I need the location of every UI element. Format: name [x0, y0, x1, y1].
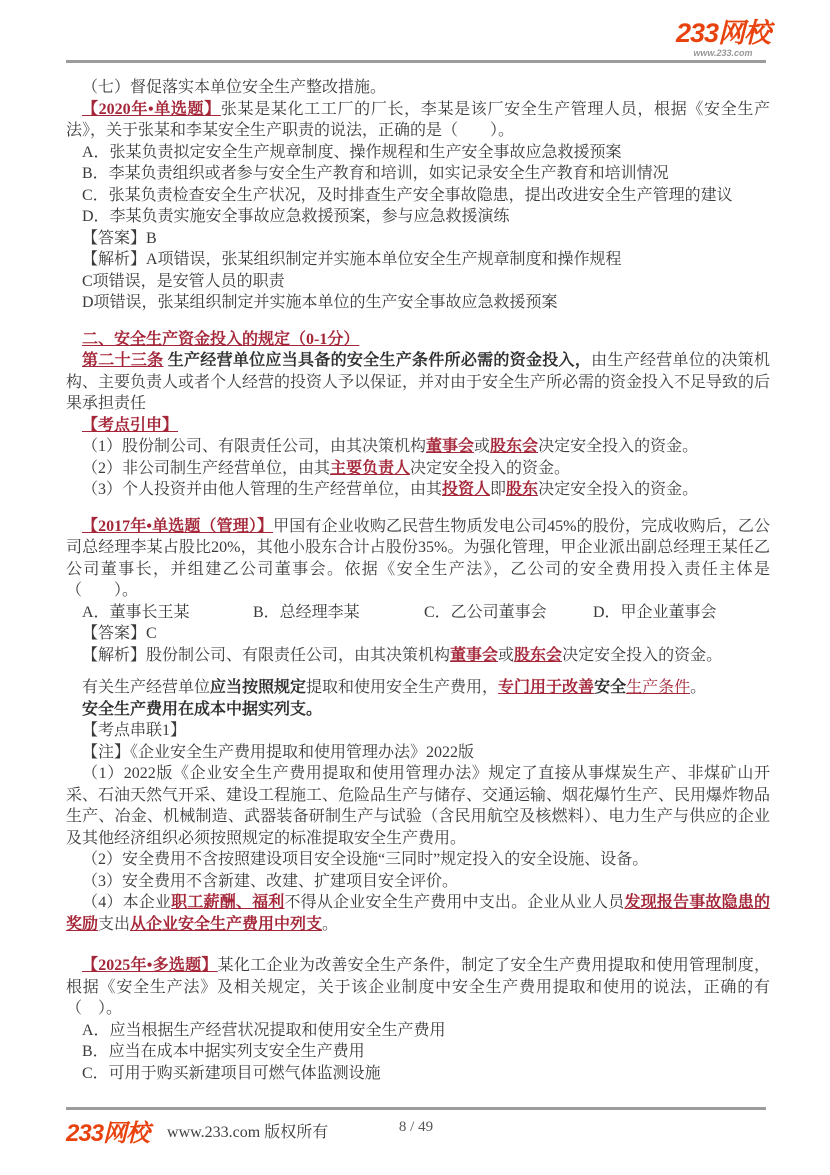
- footer-divider: [66, 1107, 766, 1110]
- text-segment: （2）非公司制生产经营单位，由其: [82, 459, 331, 477]
- text-segment: 决定安全投入的资金。: [538, 481, 699, 498]
- q2017-option-b: B．总经理李某: [253, 603, 360, 621]
- highlight-gudonghui: 股东会: [490, 438, 539, 455]
- text-segment: 【解析】股份制公司、有限责任公司，由其决策机构: [82, 646, 451, 664]
- q2025-option-a: A．应当根据生产经营状况提取和使用安全生产费用: [82, 1021, 446, 1039]
- highlight-feiyong-liezhi: 从企业安全生产费用中列支: [130, 915, 323, 933]
- q2020-tag: 【2020年•单选题】: [82, 100, 221, 118]
- highlight-touziren: 投资人: [442, 481, 491, 498]
- article-23: [66, 350, 770, 415]
- spacer: [66, 935, 770, 955]
- fee-rule: [66, 677, 770, 699]
- q2017-tag: 【2017年•单选题（管理）】: [82, 517, 274, 535]
- fee-cost-rule: [66, 699, 770, 721]
- kaodian-yinshen: [66, 415, 770, 437]
- q2017-stem: [66, 516, 770, 602]
- q2017-analysis: [66, 645, 770, 667]
- fee-item-1: （1）2022版《企业安全生产费用提取和使用管理办法》规定了直接从事煤炭生产、非煤矿山开采、石油天然气开采、建设工程施工、危险品生产与储存、交通运输、烟花爆竹生产、民用爆炸物品生产、冶金、机械制造、武器装备研制生产与试验（含民用航空及核燃料）、电力生产与供应的企业及其他经济组织必须按照规定的标准提取安全生产费用。: [66, 765, 771, 847]
- highlight-shengchantiaojian: 生产条件: [626, 679, 691, 696]
- q2020-answer: 【答案】B: [82, 229, 157, 247]
- copyright-text: www.233.com 版权所有: [167, 1124, 329, 1141]
- text-segment: 决定安全投入的资金。: [538, 438, 699, 455]
- highlight-gudong: 股东: [506, 481, 539, 498]
- q2025-option-b: B．应当在成本中据实列支安全生产费用: [82, 1043, 365, 1060]
- section2-item-2: [66, 458, 770, 480]
- highlight-xinchou-fuli: 职工薪酬、福利: [171, 894, 285, 911]
- q2020-analysis-1: 【解析】A项错误，张某组织制定并实施本单位安全生产规章制度和操作规程: [82, 251, 622, 268]
- q2025-tag: 【2025年•多选题】: [82, 957, 218, 974]
- text-segment: 。: [322, 915, 339, 933]
- q2017-option-d: D．甲企业董事会: [593, 603, 717, 621]
- text-segment: 即: [490, 481, 507, 498]
- q2017-option-a: A．董事长王某: [82, 603, 190, 621]
- header-divider: [66, 60, 766, 63]
- q2020-stem-text: 张某是某化工工厂的厂长，李某是该厂安全生产管理人员，根据《安全生产法》，关于张某和李某安全生产职责的说法，正确的是（ ）。: [66, 100, 770, 139]
- q2025-stem-text: 某化工企业为改善安全生产条件，制定了安全生产费用提取和使用管理制度，根据《安全生产法》及相关规定，关于该企业制度中安全生产费用提取和使用的说法，正确的有（ ）。: [66, 957, 770, 1017]
- page-indicator: 8 / 49: [398, 1119, 434, 1135]
- fee-item-4: [66, 892, 770, 935]
- highlight-dongshihui: 董事会: [426, 438, 475, 455]
- fee-item-2: （2）安全费用不含按照建设项目安全设施“三同时”规定投入的安全设施、设备。: [82, 851, 649, 868]
- brand-logo-url: www.233.com: [693, 48, 753, 58]
- bold-segment: 安全: [594, 679, 627, 696]
- q2025-option-c: C．可用于购买新建项目可燃气体监测设施: [82, 1064, 381, 1082]
- bold-segment: 安全生产费用在成本中据实列支。: [82, 700, 323, 718]
- section2-item-1: [66, 436, 770, 458]
- spacer: [66, 501, 770, 516]
- brand-logo-footer: 233网校: [66, 1120, 150, 1147]
- section2-heading-text: 二、安全生产资金投入的规定（0-1分）: [82, 330, 360, 348]
- article-23-tag: 第二十三条: [82, 352, 164, 369]
- highlight-gudonghui: 股东会: [514, 646, 563, 664]
- kaodian-chuanlian: 【考点串联1】: [82, 722, 187, 739]
- section2-heading: [66, 329, 770, 351]
- highlight-dongshihui: 董事会: [450, 646, 499, 664]
- q2020-analysis-3: D项错误，张某组织制定并实施本单位的生产安全事故应急救援预案: [82, 294, 558, 311]
- highlight-zhuanmenyongyu: 专门用于改善: [498, 679, 595, 696]
- bold-segment: 应当按照规定: [210, 679, 307, 696]
- text-segment: （4）本企业: [82, 894, 172, 911]
- text-segment: 决定安全投入的资金。: [410, 459, 571, 477]
- document-content: [66, 77, 770, 1084]
- text-segment: 或: [498, 646, 515, 664]
- spacer: [66, 314, 770, 329]
- article-23-bold: 生产经营单位应当具备的安全生产条件所必需的资金投入，: [163, 352, 592, 369]
- q2020-option-d: D．李某负责实施安全事故应急救援预案，参与应急救援演练: [82, 208, 510, 225]
- text-segment: 支出: [98, 915, 131, 933]
- text-segment: 或: [474, 438, 491, 455]
- note-2022: 【注】《企业安全生产费用提取和使用管理办法》2022版: [82, 743, 475, 761]
- text-segment: 提取和使用安全生产费用，: [306, 679, 499, 696]
- q2020-option-a: A．张某负责拟定安全生产规章制度、操作规程和生产安全事故应急救援预案: [82, 143, 622, 161]
- paragraph-supervise: （七）督促落实本单位安全生产整改措施。: [82, 79, 387, 96]
- q2025-stem: [66, 955, 770, 1020]
- brand-logo-text: 233网校: [675, 18, 770, 48]
- fee-item-3: （3）安全费用不含新建、改建、扩建项目安全评价。: [82, 872, 459, 890]
- q2020-analysis-2: C项错误，是安管人员的职责: [82, 272, 285, 290]
- text-segment: 。: [690, 679, 707, 696]
- text-segment: （1）股份制公司、有限责任公司，由其决策机构: [82, 438, 427, 455]
- q2020-option-c: C．张某负责检查安全生产状况，及时排查生产安全事故隐患，提出改进安全生产管理的建议: [82, 186, 733, 204]
- highlight-yinhuan-jiangli: 发现报告事故隐患的奖励: [66, 894, 770, 933]
- q2020-option-b: B．李某负责组织或者参与安全生产教育和培训，如实记录安全生产教育和培训情况: [82, 165, 669, 182]
- text-segment: 有关生产经营单位: [82, 679, 211, 696]
- section2-item-3: [66, 479, 770, 501]
- q2017-answer: 【答案】C: [82, 625, 157, 642]
- text-segment: 决定安全投入的资金。: [562, 646, 723, 664]
- q2017-stem-text: 甲国有企业收购乙民营生物质发电公司45%的股份，完成收购后，乙公司总经理李某占股比20%，其他小股东合计占股份35%。为强化管理，甲企业派出副总经理王某任乙公司董事长，并组建乙公司董事会。依据《安全生产法》，乙公司的安全费用投入责任主体是（ ）。: [66, 517, 770, 599]
- text-segment: （3）个人投资并由他人管理的生产经营单位，由其: [82, 481, 443, 498]
- footer: [66, 1113, 766, 1147]
- q2017-options-row: [66, 602, 770, 624]
- highlight-zhuyaofuzeren: 主要负责人: [330, 459, 411, 477]
- kaodian-yinshen-tag: 【考点引申】: [82, 416, 179, 434]
- text-segment: 不得从企业安全生产费用中支出。企业从业人员: [284, 894, 625, 911]
- spacer: [66, 666, 770, 677]
- brand-logo-header: [676, 20, 770, 58]
- article-23-rest: 由生产经营单位的决策机构、主要负责人或者个人经营的投资人予以保证，并对由于安全生产所必需的资金投入不足导致的后果承担责任: [66, 352, 771, 412]
- q2017-option-c: C．乙公司董事会: [424, 603, 547, 621]
- q2020-stem: [66, 99, 770, 142]
